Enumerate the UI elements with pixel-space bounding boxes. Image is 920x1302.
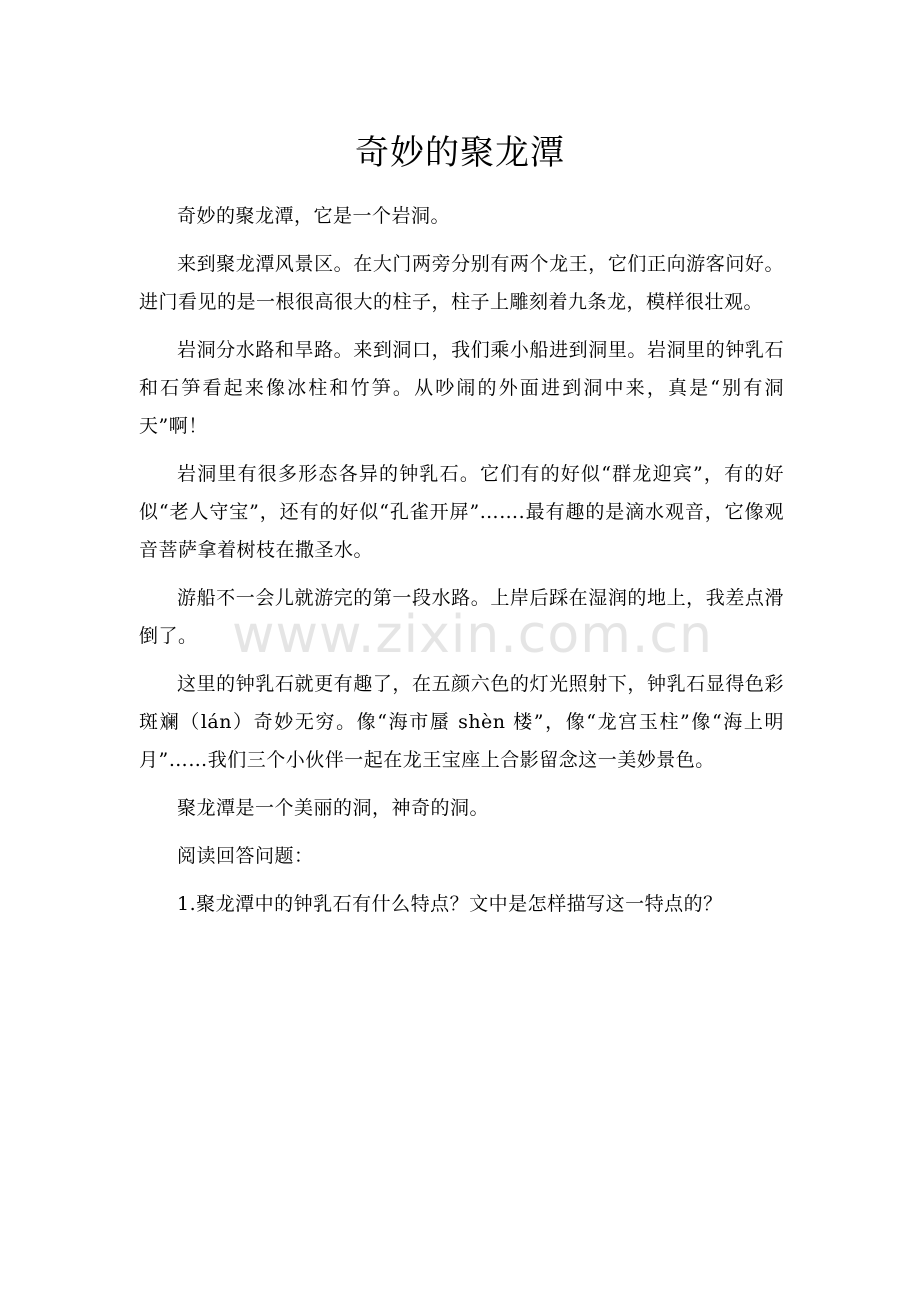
document-body [139,197,784,933]
watermark: www.zixin.com.cn [232,605,713,665]
paragraph-intro: 奇妙的聚龙潭，它是一个岩洞。 [177,205,451,227]
paragraph-waterway: 岩洞分水路和旱路。来到洞口，我们乘小船进到洞里。岩洞里的钟乳石和石笋看起来像冰柱和竹笋。从吵闹的外面进到洞中来，真是“别有洞天”啊！ [139,339,784,437]
paragraph-entrance: 来到聚龙潭风景区。在大门两旁分别有两个龙王，它们正向游客问好。进门看见的是一根很高很大的柱子，柱子上雕刻着九条龙，模样很壮观。 [139,253,784,313]
paragraph-stalactites: 岩洞里有很多形态各异的钟乳石。它们有的好似“群龙迎宾”，有的好似“老人守宝”，还有的好似“孔雀开屏”…….最有趣的是滴水观音，它像观音菩萨拿着树枝在撒圣水。 [139,463,784,561]
paragraph-boat-ride: 游船不一会儿就游完的第一段水路。上岸后踩在湿润的地上，我差点滑倒了。 [139,587,784,647]
paragraph-conclusion: 聚龙潭是一个美丽的洞，神奇的洞。 [177,797,490,819]
document-title: 奇妙的聚龙潭 [355,133,565,173]
question-1: 1.聚龙潭中的钟乳石有什么特点？文中是怎样描写这一特点的？ [177,893,723,915]
questions-heading: 阅读回答问题： [177,845,314,867]
paragraph-colorful-lights: 这里的钟乳石就更有趣了，在五颜六色的灯光照射下，钟乳石显得色彩斑斓（lán）奇妙无穷。像“海市蜃 shèn 楼”，像“龙宫玉柱”像“海上明月”……我们三个小伙伴一起在龙王宝座上合影留念这一美妙景色。 [139,673,784,771]
